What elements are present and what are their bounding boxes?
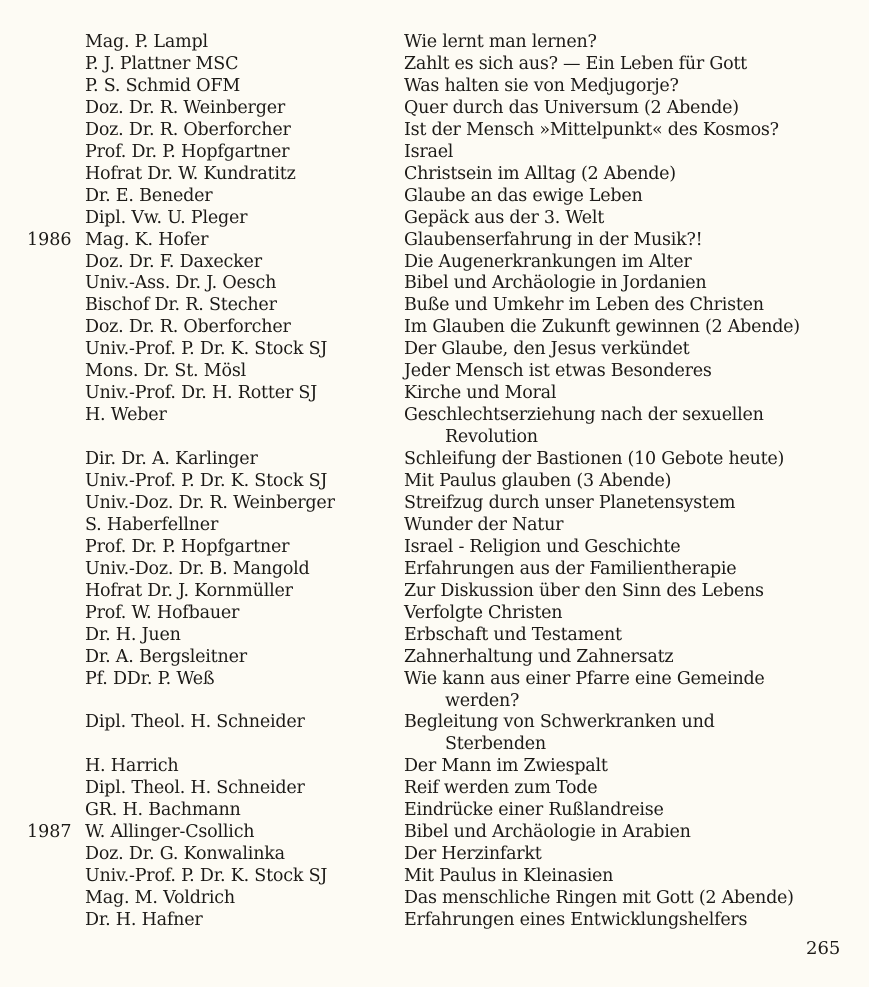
entry-topic	[404, 821, 691, 843]
lecture-entry	[0, 229, 869, 252]
entry-topic	[404, 646, 673, 668]
entry-speaker: Dir. Dr. A. Karlinger	[85, 449, 258, 470]
entry-topic	[404, 887, 794, 909]
lecture-entry	[0, 470, 869, 493]
lecture-entry	[0, 382, 869, 405]
entry-topic-line: Wie kann aus einer Pfarre eine Gemeinde	[404, 668, 765, 689]
entry-topic	[404, 251, 691, 273]
lecture-entry	[0, 338, 869, 361]
entry-topic	[404, 668, 765, 712]
entry-speaker: P. S. Schmid OFM	[85, 75, 241, 96]
lecture-entry	[0, 404, 869, 448]
entry-topic	[404, 229, 702, 251]
entry-topic-line: Zahnerhaltung und Zahnersatz	[404, 646, 674, 667]
entry-speaker: Hofrat Dr. W. Kundratitz	[85, 163, 296, 184]
entry-year: 1987	[27, 822, 72, 843]
entry-topic	[404, 272, 706, 294]
entry-topic-line: Geschlechtserziehung nach der sexuellen	[404, 405, 764, 426]
entry-speaker: Dipl. Theol. H. Schneider	[85, 712, 305, 733]
lecture-entry	[0, 207, 869, 230]
entry-topic-line: Mit Paulus in Kleinasien	[404, 866, 614, 887]
entry-topic-line: Reif werden zum Tode	[404, 778, 598, 799]
entry-year: 1986	[27, 229, 72, 250]
lecture-entry	[0, 294, 869, 317]
entry-topic-continuation: werden?	[445, 690, 520, 711]
entry-speaker: Univ.-Doz. Dr. R. Weinberger	[85, 492, 335, 513]
page-number: 265	[806, 938, 841, 959]
lecture-entry	[0, 119, 869, 142]
entry-topic-line: Christsein im Alltag (2 Abende)	[404, 163, 676, 184]
entry-speaker: Bischof Dr. R. Stecher	[85, 295, 277, 316]
lecture-entry	[0, 31, 869, 54]
lecture-entry	[0, 887, 869, 910]
lecture-entry	[0, 865, 869, 888]
entry-topic	[404, 755, 608, 777]
lecture-entry	[0, 163, 869, 186]
entry-topic	[404, 382, 556, 404]
entry-speaker: Mag. K. Hofer	[85, 229, 209, 250]
entry-speaker: GR. H. Bachmann	[85, 800, 241, 821]
entry-topic-line: Zahlt es sich aus? — Ein Leben für Gott	[404, 53, 747, 74]
entry-topic-line: Schleifung der Bastionen (10 Gebote heute)	[404, 449, 785, 470]
entry-topic	[404, 119, 779, 141]
entry-topic-line: Bibel und Archäologie in Arabien	[404, 822, 691, 843]
entry-speaker: Mons. Dr. St. Mösl	[85, 361, 247, 382]
entry-topic-line: Bibel und Archäologie in Jordanien	[404, 273, 707, 294]
entry-speaker: Prof. Dr. P. Hopfgartner	[85, 141, 290, 162]
lecture-entry	[0, 777, 869, 800]
lecture-entry	[0, 316, 869, 339]
entry-topic	[404, 865, 613, 887]
entry-topic	[404, 624, 622, 646]
lecture-entry	[0, 448, 869, 471]
entry-topic	[404, 207, 604, 229]
entry-topic-line: Jeder Mensch ist etwas Besonderes	[404, 361, 712, 382]
entry-speaker: H. Harrich	[85, 756, 179, 777]
entry-topic-line: Wie lernt man lernen?	[404, 32, 597, 52]
entry-topic-line: Der Glaube, den Jesus verkündet	[404, 339, 690, 360]
lecture-entry	[0, 514, 869, 537]
entry-topic-line: Kirche und Moral	[404, 383, 557, 404]
lecture-entry	[0, 602, 869, 625]
lecture-entry	[0, 711, 869, 755]
entry-topic	[404, 514, 563, 536]
entry-topic	[404, 185, 642, 207]
entry-topic-line: Erfahrungen eines Entwicklungshelfers	[404, 910, 748, 930]
entry-topic-line: Israel	[404, 141, 454, 162]
entry-topic	[404, 448, 784, 470]
entry-topic	[404, 536, 680, 558]
entry-topic	[404, 31, 597, 53]
lecture-entry	[0, 53, 869, 76]
lecture-entry	[0, 755, 869, 778]
entry-topic	[404, 909, 747, 931]
entry-speaker: Doz. Dr. R. Oberforcher	[85, 317, 291, 338]
entry-speaker: Prof. W. Hofbauer	[85, 602, 240, 623]
entry-speaker: Mag. M. Voldrich	[85, 888, 235, 909]
entry-speaker: Dr. H. Hafner	[85, 910, 203, 930]
entry-topic-line: Zur Diskussion über den Sinn des Lebens	[404, 580, 764, 601]
entry-topic	[404, 141, 453, 163]
lecture-entry	[0, 668, 869, 711]
entry-topic-line: Glaubenserfahrung in der Musik?!	[404, 229, 703, 250]
entry-speaker: Doz. Dr. R. Oberforcher	[85, 119, 291, 140]
lecture-entry	[0, 624, 869, 647]
lecture-entry	[0, 251, 869, 274]
lecture-entry	[0, 185, 869, 208]
entry-topic-line: Quer durch das Universum (2 Abende)	[404, 97, 739, 118]
entry-topic-line: Eindrücke einer Rußlandreise	[404, 800, 664, 821]
entry-topic-continuation: Revolution	[445, 427, 538, 448]
entry-speaker: Hofrat Dr. J. Kornmüller	[85, 580, 293, 601]
entry-topic	[404, 558, 736, 580]
entry-topic-line: Erfahrungen aus der Familientherapie	[404, 558, 737, 579]
entry-topic	[404, 602, 562, 624]
lecture-entry	[0, 580, 869, 603]
entry-topic-line: Streifzug durch unser Planetensystem	[404, 492, 736, 513]
entry-topic-line: Gepäck aus der 3. Welt	[404, 207, 604, 228]
entry-speaker: W. Allinger-Csollich	[85, 822, 255, 843]
entry-speaker: Pf. DDr. P. Weß	[85, 668, 215, 689]
entry-speaker: Dr. E. Beneder	[85, 185, 213, 206]
entry-topic-line: Begleitung von Schwerkranken und	[404, 712, 715, 733]
entry-topic	[404, 492, 735, 514]
entry-topic-line: Der Herzinfarkt	[404, 844, 542, 865]
entry-topic-line: Ist der Mensch »Mittelpunkt« des Kosmos?	[404, 119, 779, 140]
entry-topic	[404, 294, 764, 316]
entry-topic	[404, 404, 764, 448]
lecture-entry	[0, 141, 869, 164]
entry-speaker: Univ.-Prof. Dr. H. Rotter SJ	[85, 383, 318, 404]
entry-topic-line: Das menschliche Ringen mit Gott (2 Abende)	[404, 888, 794, 909]
entry-topic	[404, 580, 764, 602]
lecture-entry	[0, 558, 869, 581]
entry-topic	[404, 316, 800, 338]
entry-speaker: Dr. H. Juen	[85, 624, 181, 645]
entry-topic	[404, 843, 542, 865]
entry-topic	[404, 163, 676, 185]
lecture-entry	[0, 492, 869, 515]
entry-topic	[404, 799, 664, 821]
entry-topic	[404, 777, 597, 799]
entry-speaker: P. J. Plattner MSC	[85, 53, 239, 74]
entry-topic	[404, 53, 747, 75]
lecture-entry	[0, 821, 869, 844]
entry-speaker: Univ.-Prof. P. Dr. K. Stock SJ	[85, 471, 328, 491]
entry-topic-line: Glaube an das ewige Leben	[404, 185, 643, 206]
entry-topic-line: Im Glauben die Zukunft gewinnen (2 Abende)	[404, 317, 800, 338]
entry-topic-line: Erbschaft und Testament	[404, 624, 622, 645]
entry-topic-continuation: Sterbenden	[445, 734, 546, 755]
entry-speaker: Univ.-Prof. P. Dr. K. Stock SJ	[85, 339, 328, 360]
lecture-entry	[0, 536, 869, 559]
entry-topic-line: Was halten sie von Medjugorje?	[404, 75, 679, 96]
entry-speaker: Univ.-Doz. Dr. B. Mangold	[85, 558, 310, 579]
entry-speaker: Mag. P. Lampl	[85, 32, 208, 52]
lecture-entry	[0, 272, 869, 295]
entry-topic-line: Israel - Religion und Geschichte	[404, 536, 681, 557]
entry-topic	[404, 470, 671, 492]
lecture-entry	[0, 360, 869, 383]
entry-topic	[404, 360, 712, 382]
entry-topic-line: Die Augenerkrankungen im Alter	[404, 251, 692, 272]
lecture-entry	[0, 909, 869, 932]
entry-topic	[404, 75, 679, 97]
entry-speaker: Doz. Dr. R. Weinberger	[85, 97, 286, 118]
entry-speaker: Dipl. Vw. U. Pleger	[85, 207, 248, 228]
entry-speaker: Univ.-Ass. Dr. J. Oesch	[85, 273, 277, 294]
entry-topic-line: Verfolgte Christen	[404, 602, 563, 623]
entry-speaker: Doz. Dr. F. Daxecker	[85, 251, 262, 272]
entry-topic-line: Mit Paulus glauben (3 Abende)	[404, 471, 672, 491]
lecture-entry	[0, 75, 869, 98]
lecture-entry	[0, 97, 869, 120]
entry-speaker: S. Haberfellner	[85, 514, 219, 535]
entry-speaker: Dr. A. Bergsleitner	[85, 646, 247, 667]
lecture-entry	[0, 843, 869, 866]
entry-topic	[404, 338, 689, 360]
lecture-entry	[0, 646, 869, 669]
entry-topic	[404, 97, 739, 119]
entry-speaker: Doz. Dr. G. Konwalinka	[85, 844, 285, 865]
entry-speaker: Univ.-Prof. P. Dr. K. Stock SJ	[85, 866, 328, 887]
entry-speaker: Dipl. Theol. H. Schneider	[85, 778, 305, 799]
entry-topic-line: Wunder der Natur	[404, 514, 564, 535]
entry-topic-line: Der Mann im Zwiespalt	[404, 756, 608, 777]
entry-speaker: Prof. Dr. P. Hopfgartner	[85, 536, 290, 557]
entry-speaker: H. Weber	[85, 405, 167, 426]
entry-topic-line: Buße und Umkehr im Leben des Christen	[404, 295, 764, 316]
entry-topic	[404, 711, 715, 755]
lecture-entry	[0, 799, 869, 822]
